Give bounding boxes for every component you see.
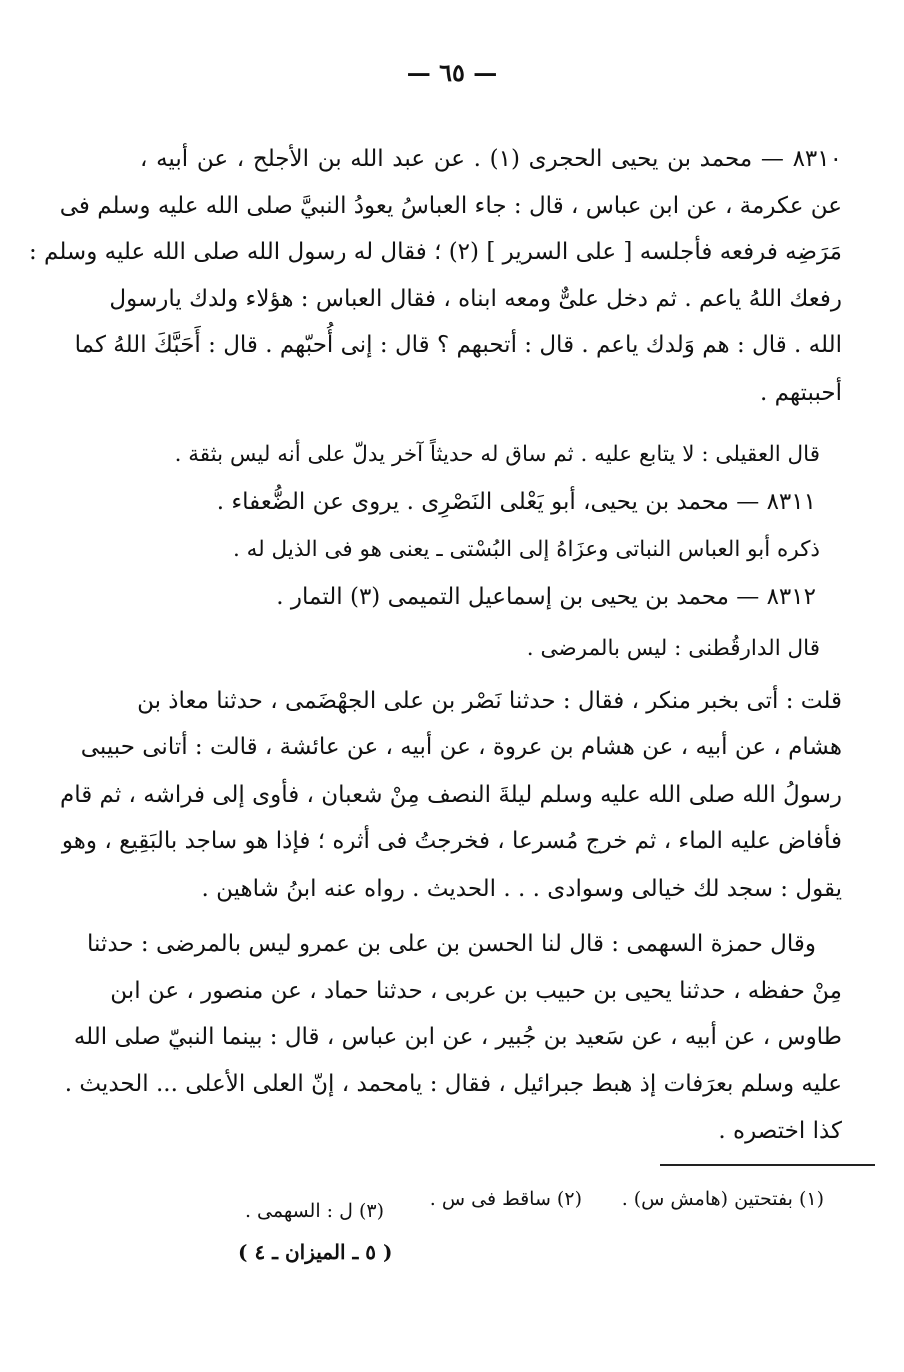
text-line: قلت : أتى بخبر منكر ، فقال : حدثنا نَصْر بن على الجهْضَمى ، حدثنا معاذ بن	[137, 688, 842, 714]
text-line: عليه وسلم بعرَفات إذ هبط جبرائيل ، فقال : يامحمد ، إنّ العلى الأعلى ... الحديث .	[64, 1071, 842, 1097]
text-line: رسولُ الله صلى الله عليه وسلم ليلةَ النصف مِنْ شعبان ، فأوى إلى فراشه ، ثم قام	[59, 782, 842, 808]
entry-heading: ٨٣١١ — محمد بن يحيى، أبو يَعْلى النَصْرِى . يروى عن الضُّعفاء .	[216, 489, 816, 515]
footnote: (١) بفتحتين (هامش س) .	[621, 1188, 824, 1210]
entry-heading: ٨٣١٢ — محمد بن يحيى بن إسماعيل التميمى (٣) التمار .	[276, 584, 816, 610]
text-line: هشام ، عن أبيه ، عن هشام بن عروة ، عن أبيه ، عن عائشة ، قالت : أتانى حبيبى	[80, 734, 842, 760]
text-line: فأفاض عليه الماء ، ثم خرج مُسرعا ، فخرجتُ فى أثره ؛ فإذا هو ساجد بالبَقِيع ، وهو	[61, 828, 842, 854]
footnote-rule	[660, 1164, 875, 1166]
text-line: كذا اختصره .	[718, 1118, 842, 1144]
text-line: ٨٣١٠ — محمد بن يحيى الحجرى (١) . عن عبد الله بن الأجلح ، عن أبيه ،	[140, 146, 842, 172]
text-line: ذكره أبو العباس النباتى وعزَاهُ إلى البُسْتى ـ يعنى هو فى الذيل له .	[232, 537, 820, 562]
text-line: مَرَضِه فرفعه فأجلسه [ على السرير ] (٢) ؛ فقال له رسول الله صلى الله عليه وسلم :	[28, 239, 842, 265]
text-line: قال الدارقُطنى : ليس بالمرضى .	[526, 636, 820, 661]
text-line: وقال حمزة السهمى : قال لنا الحسن بن على بن عمرو ليس بالمرضى : حدثنا	[86, 931, 816, 957]
page-number: — ٦٥ —	[406, 58, 498, 87]
signature-mark: ( ٥ ـ الميزان ـ ٤ )	[238, 1240, 393, 1264]
text-line: الله . قال : هم وَلدك ياعم . قال : أتحبهم ؟ قال : إنى أُحبّهم . قال : أَحَبَّكَ اللهُ كما	[74, 332, 842, 358]
text-line: طاوس ، عن أبيه ، عن سَعيد بن جُبير ، عن ابن عباس ، قال : بينما النبيّ صلى الله	[73, 1024, 842, 1050]
footnote: (٢) ساقط فى س .	[429, 1188, 582, 1210]
text-line: قال العقيلى : لا يتابع عليه . ثم ساق له حديثاً آخر يدلّ على أنه ليس بثقة .	[174, 442, 820, 467]
text-line: عن عكرمة ، عن ابن عباس ، قال : جاء العباسُ يعودُ النبيَّ صلى الله عليه وسلم فى	[59, 193, 842, 219]
text-line: رفعك اللهُ ياعم . ثم دخل علىٌّ ومعه ابناه ، فقال العباس : هؤلاء ولدك يارسول	[109, 286, 842, 312]
text-line: أحببتهم .	[760, 380, 842, 406]
text-line: يقول : سجد لك خيالى وسوادى . . . الحديث . رواه عنه ابنُ شاهين .	[201, 876, 842, 902]
text-line: مِنْ حفظه ، حدثنا يحيى بن حبيب بن عربى ، حدثنا حماد ، عن منصور ، عن ابن	[110, 978, 842, 1004]
footnote: (٣) ل : السهمى .	[244, 1200, 384, 1222]
